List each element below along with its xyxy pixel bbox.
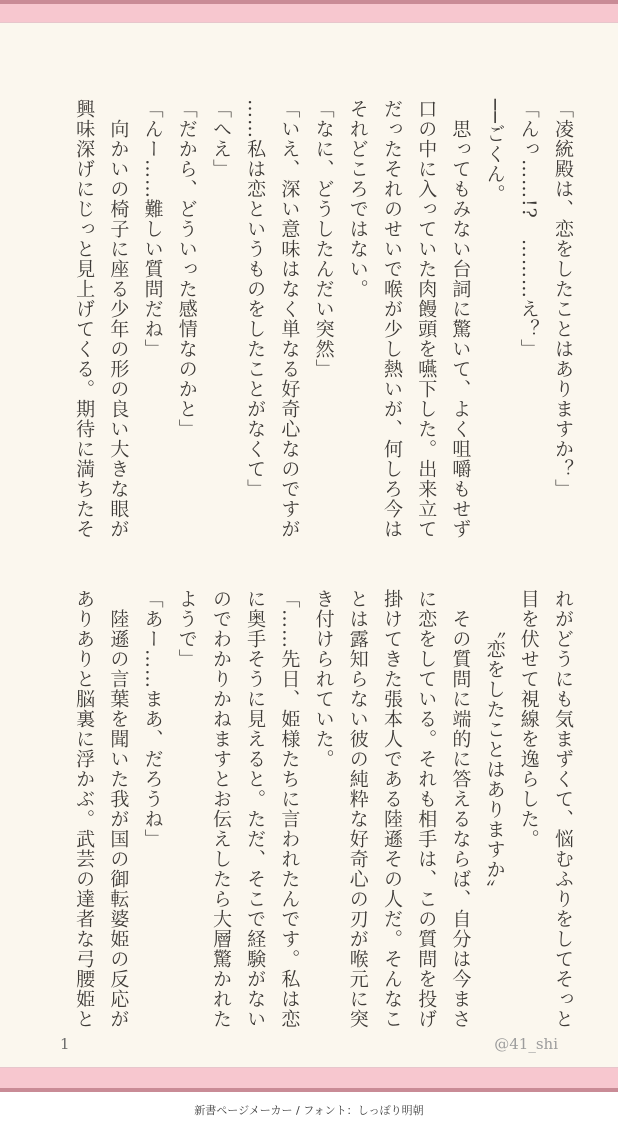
text-line: 「あー……まあ、だろうね」 [141,589,164,849]
top-border [0,0,618,4]
text-line: き付けられていた。 [312,589,335,769]
text-line: とは露知らない彼の純粋な好奇心の刃が喉元に突 [346,589,369,1029]
text-line: 「なに、どうしたんだい突然」 [312,99,335,379]
text-block-bottom [67,589,580,1029]
app-credit: 新書ページメーカー / フォント：しっぽり明朝 [194,1104,424,1117]
text-line: に恋をしている。それも相手は、この質問を投げ [415,589,438,1029]
text-line: 「いえ、深い意味はなく単なる好奇心なのですが [278,99,301,539]
text-line: 陸遜の言葉を聞いた我が国の御転婆姫の反応が [107,589,130,1029]
author-handle: @41_shi [494,1035,558,1053]
text-line: 向かいの椅子に座る少年の形の良い大きな眼が [107,99,130,539]
text-line: 目を伏せて視線を逸らした。 [517,589,540,849]
page-number: 1 [60,1035,70,1053]
text-line: だったそれのせいで喉が少し熱いが、何しろ今は [380,99,403,539]
text-line: のでわかりかねますとお伝えしたら大層驚かれた [209,589,232,1029]
text-line: 「へえ」 [209,99,232,179]
text-line: それどころではない。 [346,99,369,299]
text-line: その質問に端的に答えるならば、自分は今まさ [449,589,472,1029]
text-line: 「……先日、姫様たちに言われたんです。私は恋 [278,589,301,1029]
text-line: に奥手そうに見えると。ただ、そこで経験がない [244,589,267,1029]
text-line: ありありと脳裏に浮かぶ。武芸の達者な弓腰姫と [73,589,96,1029]
text-line: ……私は恋というものをしたことがなくて」 [244,99,267,499]
text-line: ──ごくん。 [483,99,506,204]
text-line: 「んっ……!? ………え？」 [517,99,540,359]
text-line: 「んー……難しい質問だね」 [141,99,164,359]
text-line: 興味深げにじっと見上げてくる。期待に満ちたそ [73,99,96,539]
text-line: 「凌統殿は、恋をしたことはありますか？」 [552,99,574,499]
text-line: 思ってもみない台詞に驚いて、よく咀嚼もせず [449,99,472,539]
text-line: ようで」 [175,589,198,669]
text-line: 口の中に入っていた肉饅頭を嚥下した。出来立て [415,99,438,539]
text-line: れがどうにも気まずくて、悩むふりをしてそっと [552,589,574,1029]
text-line: 掛けてきた張本人である陸遜その人だ。そんなこ [380,589,403,1029]
text-line: 「だから、どういった感情なのかと」 [175,99,198,439]
book-page [0,22,618,1068]
text-line: 〝恋をしたことはありますか〟 [483,589,506,900]
bottom-border [0,1088,618,1092]
text-block-top [67,99,580,539]
